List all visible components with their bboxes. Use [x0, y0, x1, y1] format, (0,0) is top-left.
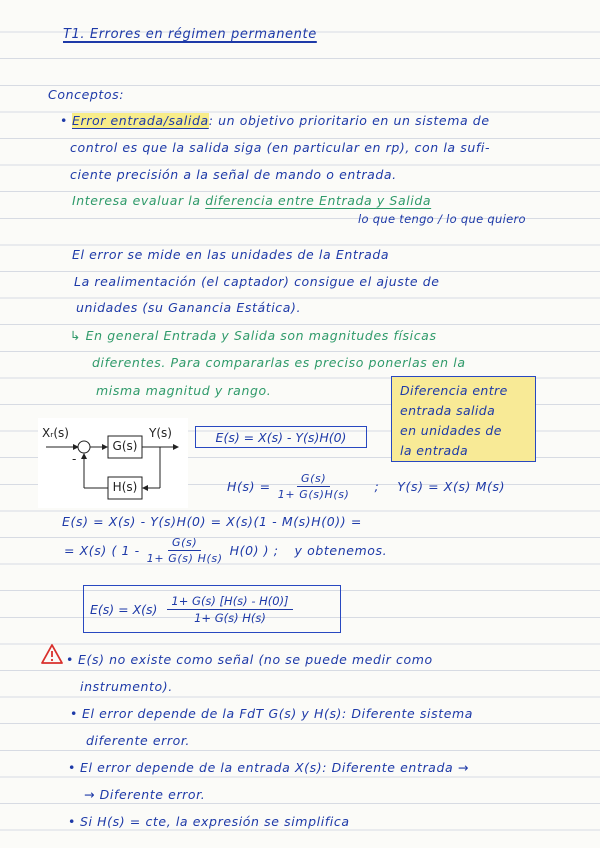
summing-junction [78, 441, 90, 453]
bullet-error-line3: ciente precisión a la señal de mando o entrada. [70, 167, 397, 182]
note1-line1 [66, 652, 433, 667]
term-error-entrada-salida: Error entrada/salida [71, 113, 209, 128]
callout-line: Diferencia entre [400, 383, 508, 398]
eq-l2-den: 1+ G(s) H(s) [146, 552, 223, 565]
note3-line2: → Diferente error. [84, 787, 206, 802]
eq-error: E(s) = X(s) - Y(s)H(0) [215, 429, 347, 445]
diagram-input-label: Xᵣ(s) [42, 426, 69, 440]
green-underlined: diferencia entre Entrada y Salida [205, 193, 432, 208]
bullet-dot [60, 113, 72, 128]
callout-diferencia [391, 376, 536, 462]
side-note-tengo-quiero: lo que tengo / lo que quiero [358, 212, 526, 226]
note2-line1 [70, 706, 473, 721]
diagram-output-label: Y(s) [149, 426, 172, 440]
callout-line: en unidades de [400, 423, 502, 438]
note4-line [68, 814, 350, 829]
para1-line2: La realimentación (el captador) consigue el ajuste de [74, 274, 440, 289]
eq-derivation-line2 [64, 536, 387, 565]
eq-h-den: 1+ G(s)H(s) [277, 488, 350, 501]
section-heading: Conceptos: [48, 87, 125, 102]
eq-l2-pre: = X(s) ( 1 - [64, 543, 140, 558]
diagram-feedback-label: H(s) [112, 480, 138, 494]
eq-final-den: 1+ G(s) H(s) [194, 610, 266, 625]
green-para-line1: ↳ En general Entrada y Salida son magnitudes físicas [70, 328, 437, 343]
note4-text: Si H(s) = cte, la expresión se simplifica [79, 814, 350, 829]
eq-h-line [227, 472, 505, 501]
eq-h-lhs: H(s) = [227, 479, 271, 494]
warning-icon [40, 643, 64, 665]
page-title: T1. Errores en régimen permanente [63, 27, 317, 42]
diagram-minus-sign: - [72, 452, 77, 466]
eq-derivation-line1: E(s) = X(s) - Y(s)H(0) = X(s)(1 - M(s)H(0)) = [62, 514, 362, 529]
bullet-error-line1 [60, 113, 490, 128]
eq-l2-post: H(0) ) ; [229, 543, 279, 558]
eq-h-num: G(s) [297, 472, 330, 487]
callout-line: la entrada [400, 443, 469, 458]
note2-line2: diferente error. [86, 733, 190, 748]
eq-final-num: 1+ G(s) [H(s) - H(0)] [167, 594, 292, 610]
eq-final-lhs: E(s) = X(s) [90, 601, 158, 617]
bullet1-text: : un objetivo prioritario en un sistema de [208, 113, 490, 128]
diagram-forward-label: G(s) [112, 439, 138, 453]
eq-error-box [195, 426, 367, 448]
note3-line1 [68, 760, 469, 775]
bullet-dot [66, 652, 78, 667]
bullet-error-line2: control es que la salida siga (en particular en rp), con la sufi- [70, 140, 491, 155]
eq-l2-num: G(s) [168, 536, 201, 551]
block-diagram [38, 418, 188, 508]
para1-line1: El error se mide en las unidades de la Entrada [72, 247, 390, 262]
eq-l2-tail: y obtenemos. [294, 543, 388, 558]
note1-text: E(s) no existe como señal (no se puede medir como [77, 652, 433, 667]
note2-text: El error depende de la FdT G(s) y H(s): Diferente sistema [81, 706, 474, 721]
note1-line2: instrumento). [80, 679, 173, 694]
green-para-line2: diferentes. Para compararlas es preciso ponerlas en la [92, 355, 466, 370]
green-interesa-line [72, 193, 431, 208]
green-para-line3: misma magnitud y rango. [96, 383, 272, 398]
bullet-dot [68, 814, 80, 829]
bullet-dot [68, 760, 80, 775]
para1-line3: unidades (su Ganancia Estática). [76, 300, 302, 315]
green-pre: Interesa evaluar la [72, 193, 206, 208]
bullet-dot [70, 706, 82, 721]
eq-final-box [83, 585, 341, 633]
eq-h-sep: ; [374, 479, 380, 494]
callout-line: entrada salida [400, 403, 496, 418]
eq-y-rhs: Y(s) = X(s) M(s) [397, 479, 506, 494]
note3-text: El error depende de la entrada X(s): Diferente entrada → [79, 760, 469, 775]
